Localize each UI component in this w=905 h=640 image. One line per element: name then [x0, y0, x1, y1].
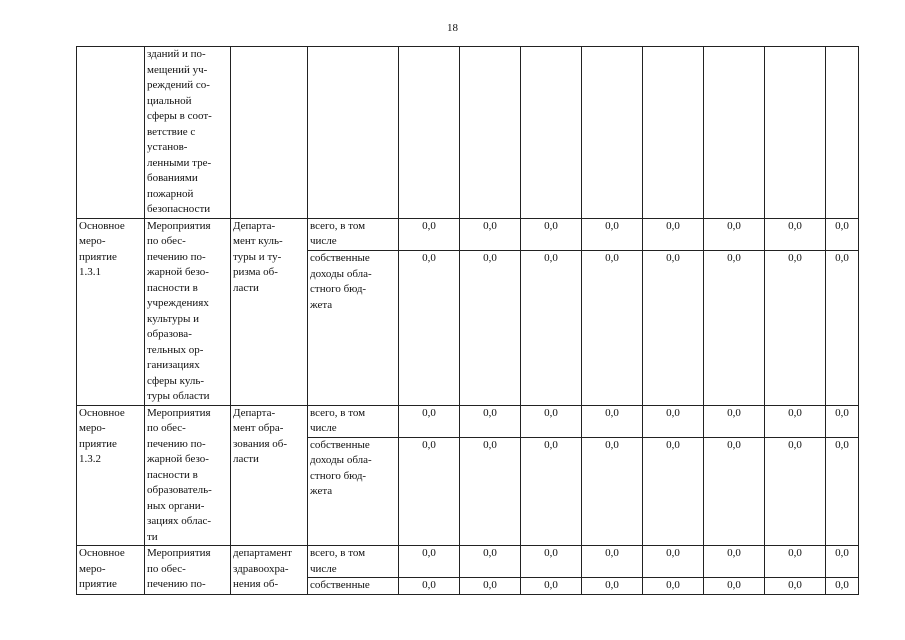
cell-value: 0,0 [643, 251, 704, 405]
cell-description [145, 405, 231, 546]
source-label: всего, в том числе [310, 547, 366, 575]
cell-source [308, 437, 399, 545]
cell-value: 0,0 [704, 578, 765, 595]
table-row [77, 218, 859, 251]
source-label: всего, в том числе [310, 219, 366, 247]
table-row [77, 405, 859, 437]
cell-value: 0,0 [399, 218, 460, 251]
cell-source [308, 47, 399, 219]
measure-description: Мероприятия по обес- печению по- [147, 547, 211, 590]
cell-value: 0,0 [704, 405, 765, 437]
cell-name [77, 47, 145, 219]
cell-value: 0,0 [765, 437, 826, 545]
table-body [77, 47, 859, 595]
cell-value: 0,0 [765, 218, 826, 251]
cell-source [308, 546, 399, 578]
cell-value: 0,0 [582, 405, 643, 437]
cell-description [145, 47, 231, 219]
measure-name: Основное меро- приятие 1.3.2 [79, 406, 125, 465]
cell-value: 0,0 [399, 251, 460, 405]
cell-executor [231, 405, 308, 546]
measure-executor: Департа- мент куль- туры и ту- ризма об- ласти [233, 219, 283, 294]
measure-name: Основное меро- приятие [79, 547, 125, 590]
cell-value [399, 47, 460, 219]
cell-value: 0,0 [704, 251, 765, 405]
cell-value: 0,0 [643, 437, 704, 545]
cell-value: 0,0 [582, 578, 643, 595]
measure-description: Мероприятия по обес- печению по- жарной безо- пасности в учреждениях культуры и образова- тельных ор- ганизациях сферы куль- туры области [147, 219, 211, 402]
cell-value: 0,0 [521, 437, 582, 545]
cell-value: 0,0 [704, 546, 765, 578]
table-row-continuation [77, 47, 859, 219]
measure-executor: департамент здравоохра- нения об- [233, 547, 292, 590]
cell-executor [231, 47, 308, 219]
cell-name [77, 405, 145, 546]
budget-table [76, 46, 859, 595]
cell-value: 0,0 [826, 578, 859, 595]
cell-source [308, 578, 399, 595]
cell-value: 0,0 [765, 405, 826, 437]
description-text: зданий и по- мещений уч- реждений со- циальной сферы в соот- ветствие с установ- ленными тре- бованиями пожарной безопасности [147, 48, 212, 215]
cell-value: 0,0 [460, 405, 521, 437]
cell-value: 0,0 [521, 405, 582, 437]
cell-source [308, 405, 399, 437]
source-label: собственные доходы обла- стного бюд- жета [310, 438, 372, 498]
cell-value [826, 47, 859, 219]
cell-value: 0,0 [765, 251, 826, 405]
cell-description [145, 218, 231, 405]
cell-value: 0,0 [826, 405, 859, 437]
cell-name [77, 218, 145, 405]
cell-value: 0,0 [399, 405, 460, 437]
cell-value: 0,0 [826, 546, 859, 578]
cell-value: 0,0 [521, 578, 582, 595]
cell-value: 0,0 [460, 251, 521, 405]
cell-value: 0,0 [460, 437, 521, 545]
cell-value: 0,0 [399, 546, 460, 578]
cell-value: 0,0 [582, 251, 643, 405]
cell-value: 0,0 [765, 578, 826, 595]
cell-value: 0,0 [704, 218, 765, 251]
cell-value: 0,0 [582, 218, 643, 251]
cell-value [643, 47, 704, 219]
cell-value: 0,0 [826, 218, 859, 251]
cell-value: 0,0 [826, 251, 859, 405]
cell-value: 0,0 [826, 437, 859, 545]
cell-value: 0,0 [460, 546, 521, 578]
page-number: 18 [447, 22, 458, 34]
measure-description: Мероприятия по обес- печению по- жарной безо- пасности в образователь- ных органи- зациях облас- ти [147, 406, 212, 543]
cell-value [521, 47, 582, 219]
cell-value: 0,0 [460, 218, 521, 251]
cell-value: 0,0 [521, 251, 582, 405]
table-row [77, 546, 859, 578]
cell-value: 0,0 [643, 405, 704, 437]
cell-value: 0,0 [521, 218, 582, 251]
cell-value [582, 47, 643, 219]
cell-executor [231, 218, 308, 405]
cell-name [77, 546, 145, 595]
cell-value: 0,0 [704, 437, 765, 545]
cell-description [145, 546, 231, 595]
measure-executor: Департа- мент обра- зования об- ласти [233, 406, 288, 465]
cell-value: 0,0 [643, 578, 704, 595]
cell-value: 0,0 [399, 437, 460, 545]
cell-value: 0,0 [765, 546, 826, 578]
cell-value: 0,0 [582, 437, 643, 545]
cell-value [460, 47, 521, 219]
cell-value: 0,0 [460, 578, 521, 595]
cell-value: 0,0 [643, 546, 704, 578]
source-label: собственные доходы обла- стного бюд- жета [310, 252, 372, 311]
cell-value [704, 47, 765, 219]
measure-name: Основное меро- приятие 1.3.1 [79, 219, 125, 278]
source-label: всего, в том числе [310, 406, 366, 434]
cell-value: 0,0 [582, 546, 643, 578]
cell-value [765, 47, 826, 219]
cell-value: 0,0 [643, 218, 704, 251]
cell-source [308, 218, 399, 251]
cell-source [308, 251, 399, 405]
cell-value: 0,0 [399, 578, 460, 595]
cell-executor [231, 546, 308, 595]
cell-value: 0,0 [521, 546, 582, 578]
source-label: собственные [310, 579, 370, 591]
